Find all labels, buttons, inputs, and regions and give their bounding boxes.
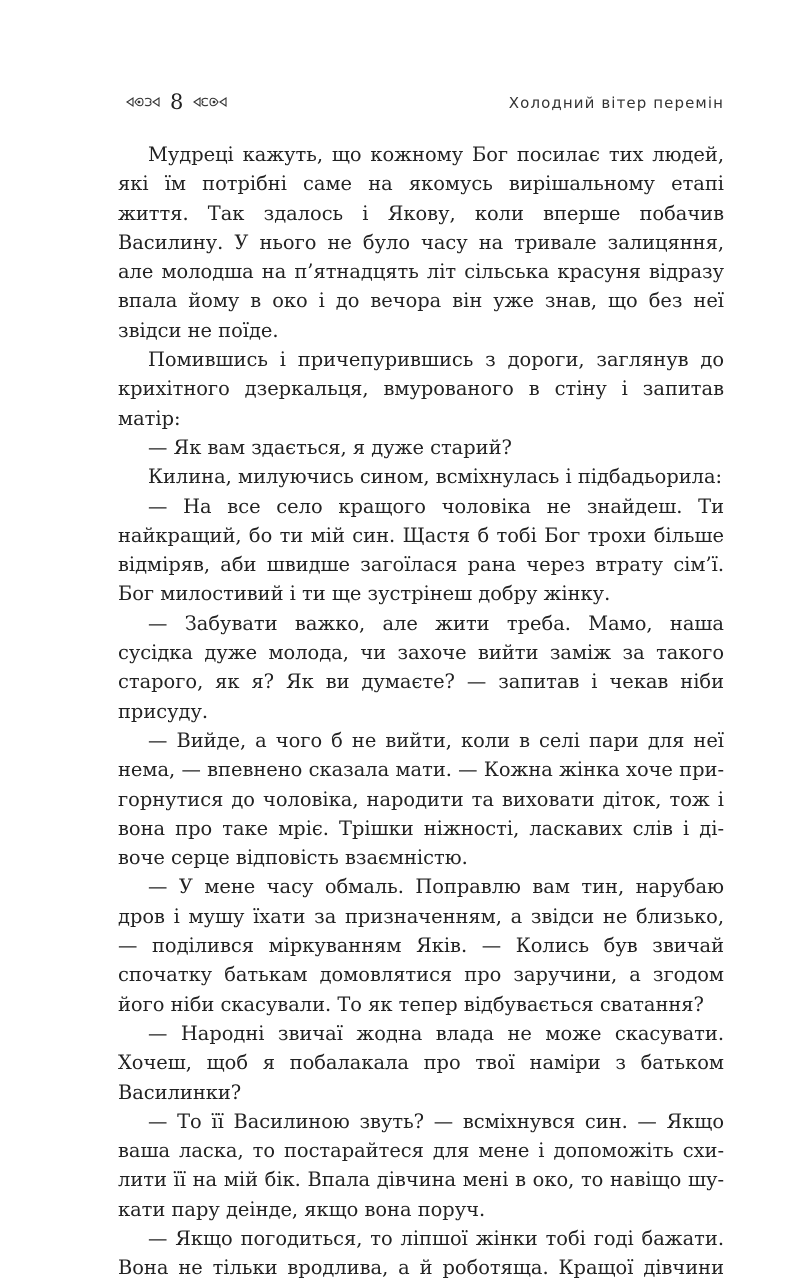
body-text (118, 140, 724, 1283)
paragraph: Килина, милуючись сином, всміхнулась і підбадьорила: (148, 465, 723, 489)
paragraph: — То її Василиною звуть? — всміхнувся син. — Якщо ваша ласка, то постарайтеся для мене і допоможіть схилити її на мій бік. Впала дівчина мені в око, то навіщо шукати пару деінде, якщо вона поруч. (118, 1109, 724, 1221)
ornament-icon (193, 95, 227, 109)
page-number: 8 (170, 90, 184, 114)
folio (126, 90, 227, 114)
paragraph: — Як вам здається, я дуже старий? (148, 435, 512, 459)
paragraph: Мудреці кажуть, що кожному Бог посилає тих людей, які їм потрібні саме на якомусь вирішальному етапі життя. Так здалось і Якову, коли вперше побачив Василину. У нього не було часу на тривале залицяння, але молодша на п’ятнадцять літ сільська красуня відразу впала йому в око і до вечора він уже знав, що без неї звідси не поїде. (118, 143, 724, 342)
paragraph: — У мене часу обмаль. Поправлю вам тин, нарубаю дров і мушу їхати за призначенням, а звідси не близько, — поділився міркуванням Яків. — Колись був звичай спочатку батькам домовлятися про заручини, а згодом його ніби скасували. То як тепер відбувається сватання? (118, 875, 724, 1016)
page-header (118, 90, 724, 120)
paragraph: — Якщо погодиться, то ліпшої жінки тобі годі бажати. Вона не тільки вродлива, а й роботяща. Кращої дівчини (118, 1226, 724, 1280)
paragraph: — На все село кращого чоловіка не знайдеш. Ти найкращий, бо ти мій син. Щастя б тобі Бог трохи більше відміряв, аби швидше загоїлася рана через втрату сім’ї. Бог милостивий і ти ще зустрінеш добру жінку. (118, 494, 724, 606)
paragraph: — Забувати важко, але жити треба. Мамо, наша сусідка дуже молода, чи захоче вийти заміж за такого старого, як я? Як ви думаєте? — запитав і чекав ніби присуду. (118, 611, 724, 723)
running-title: Холодний вітер перемін (508, 94, 724, 112)
paragraph: — Народні звичаї жодна влада не може скасувати. Хочеш, щоб я побалакала про твої наміри з батьком Василинки? (118, 1021, 724, 1104)
paragraph: — Вийде, а чого б не вийти, коли в селі пари для неї нема, — впевнено сказала мати. — Кожна жінка хоче пригорнутися до чоловіка, народити та виховати діток, тож і вона про таке мріє. Трішки ніжності, ласкавих слів і дівоче серце відповість взаємністю. (118, 728, 724, 870)
paragraph: Помившись і причепурившись з дороги, заглянув до крихітного дзеркальця, вмурованого в стіну і запитав матір: (118, 348, 724, 430)
ornament-icon (126, 95, 160, 109)
